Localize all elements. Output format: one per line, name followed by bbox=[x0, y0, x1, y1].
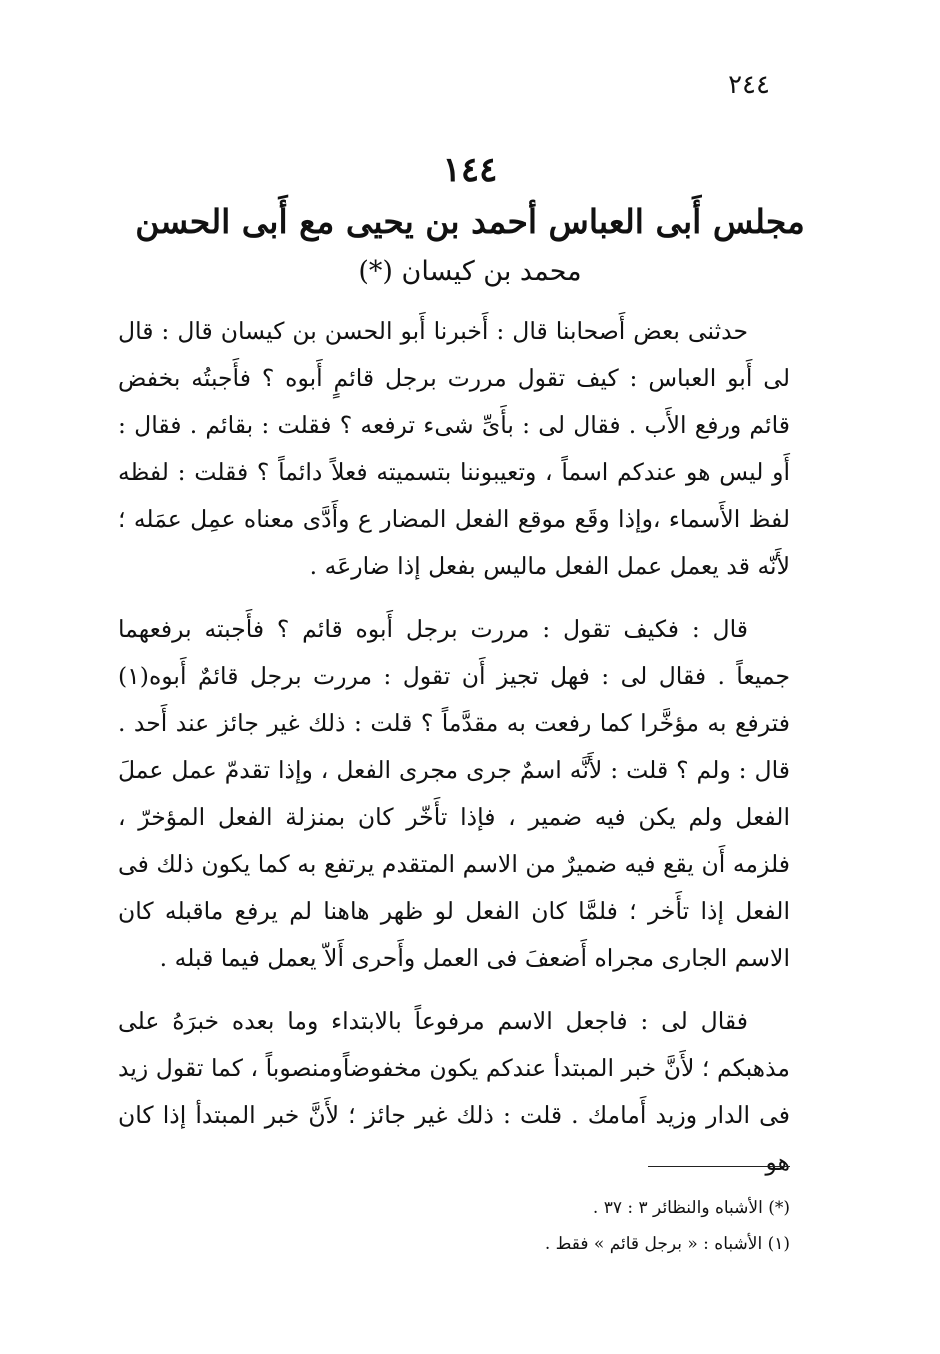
chapter-title: مجلس أَبى العباس أحمد بن يحيى مع أَبى الحسن bbox=[135, 202, 805, 241]
main-text bbox=[118, 308, 790, 1186]
chapter-number: ١٤٤ bbox=[442, 150, 498, 190]
footnotes bbox=[300, 1190, 790, 1262]
footnote: (*) الأشباه والنظائر ٣ : ٣٧ . bbox=[592, 1198, 790, 1218]
chapter-subtitle: محمد بن كيسان (*) bbox=[358, 256, 582, 287]
paragraph: حدثنى بعض أَصحابنا قال : أَخبرنا أَبو الحسن بن كيسان قال : قال لى أَبو العباس : كيف تقول مررت برجل قائمٍ أَبوه ؟ فأَجبتُه بخفض قائم ورفع الأَب . فقال لى : بأَىِّ شىء ترفعه ؟ فقلت : بقائم . فقال : أَو ليس هو عندكم اسماً ، وتعيبوننا بتسميته فعلاً دائماً ؟ فقلت : لفظه لفظ الأَسماء ،وإذا وقَع موقع الفعل المضار ع وأَدَّى معناه عمِل عمَله ؛ لأَنّه قد يعمل عمل الفعل ماليس بفعل إذا ضارعَه . bbox=[118, 317, 790, 580]
footnote-divider bbox=[648, 1166, 790, 1167]
paragraph: قال : فكيف تقول : مررت برجل أَبوه قائم ؟ فأَجبته برفعهما جميعاً . فقال لى : فهل تجيز أَن تقول : مررت برجل قائمٌ أَبوه(١) فترفع به مؤخَّرا كما رفعت به مقدَّماً ؟ قلت : ذلك غير جائز عند أَحد . قال : ولم ؟ قلت : لأَنَّه اسمٌ جرى مجرى الفعل ، وإذا تقدمّ عمل عملَ الفعل ولم يكن فيه ضمير ، فإذا تأَخّر كان بمنزلة الفعل المؤخرّ ، فلزمه أَن يقع فيه ضميرٌ من الاسم المتقدم يرتفع به كما يكون ذلك فى الفعل إذا تأَخر ؛ فلمَّا كان الفعل لو ظهر هاهنا لم يرفع ماقبله كان الاسم الجارى مجراه أَضعفَ فى العمل وأَحرى أَلاّ يعمل فيما قبله . bbox=[118, 615, 790, 972]
footnote: (١) الأشباه : « برجل قائم » فقط . bbox=[544, 1234, 790, 1254]
paragraph: فقال لى : فاجعل الاسم مرفوعاً بالابتداء وما بعده خبرَهُ على مذهبكم ؛ لأَنَّ خبر المبتدأ عندكم يكون مخفوضاًومنصوباً ، كما تقول زيد فى الدار وزيد أَمامك . قلت : ذلك غير جائز ؛ لأَنَّ خبر المبتدأ إذا كان هو bbox=[118, 1007, 790, 1176]
page-number: ٢٤٤ bbox=[728, 70, 770, 100]
chapter-header bbox=[120, 148, 820, 294]
